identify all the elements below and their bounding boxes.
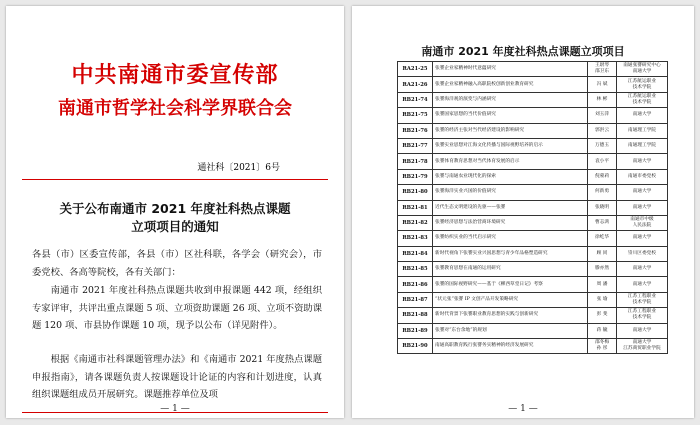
project-number: RB21-75 [398, 108, 433, 123]
table-row [398, 231, 668, 246]
project-name: 张謇的经济主张对当代经济建设的影响研究 [433, 123, 588, 138]
project-name: 张謇纺织实业的当代启示研究 [433, 231, 588, 246]
project-unit: 南通市委党校 [617, 169, 668, 184]
project-leader: 万德玉 [588, 138, 617, 153]
project-number: RB21-88 [398, 308, 433, 323]
project-name: 张謇企业家精神时代意蕴研究 [433, 62, 588, 77]
table-row [398, 200, 668, 215]
project-number: RB21-79 [398, 169, 433, 184]
project-leader: 张晓明 [588, 200, 617, 215]
table-row [398, 215, 668, 230]
project-number: RB21-86 [398, 277, 433, 292]
project-number: RB21-77 [398, 138, 433, 153]
project-unit: 南通大学 [617, 262, 668, 277]
project-leader: 林 彬 [588, 92, 617, 107]
project-leader: 何新勇 [588, 185, 617, 200]
project-leader: 张 瑜 [588, 292, 617, 307]
project-name: 张謇经济思想与法治营商环境研究 [433, 215, 588, 230]
project-number: RA21-25 [398, 62, 433, 77]
project-number: RB21-78 [398, 154, 433, 169]
project-leader: 徐屹华 [588, 231, 617, 246]
project-number: RB21-85 [398, 262, 433, 277]
project-leader: 顾 同 [588, 246, 617, 261]
project-name: 新时代视角下张謇实业兴国思想与青少年品格塑造研究 [433, 246, 588, 261]
table-row [398, 62, 668, 77]
issuer-header-line2: 南通市哲学社会科学界联合会 [58, 98, 292, 119]
project-number: RB21-74 [398, 92, 433, 107]
project-name: 张謇企业家精神融入高职院校创新创业教育研究 [433, 77, 588, 92]
project-leader: 蒋 毓 [588, 323, 617, 338]
project-name: 近代生态文明建设的先驱——张謇 [433, 200, 588, 215]
project-number: RB21-89 [398, 323, 433, 338]
project-unit: 南通市中级 人民法院 [617, 215, 668, 230]
project-leader: 刘玉萍 [588, 108, 617, 123]
table-row [398, 154, 668, 169]
notice-page [6, 6, 344, 418]
table-row [398, 169, 668, 184]
project-name: “状元张”张謇 IP 文创产品开发策略研究 [433, 292, 588, 307]
table-row [398, 77, 668, 92]
project-leader: 彭 斐 [588, 308, 617, 323]
project-name: 新时代背景下张謇职业教育思想的实践与创新研究 [433, 308, 588, 323]
project-leader: 王尉琴 邵卫东 [588, 62, 617, 77]
project-name: 张謇国家思想的当代价值研究 [433, 108, 588, 123]
project-name: 张謇海洋实业兴国的价值研究 [433, 185, 588, 200]
project-number: RB21-87 [398, 292, 433, 307]
table-row [398, 323, 668, 338]
project-number: RB21-76 [398, 123, 433, 138]
table-row [398, 262, 668, 277]
project-list-page [352, 6, 694, 418]
project-leader: 袁小平 [588, 154, 617, 169]
project-number: RA21-26 [398, 77, 433, 92]
project-name: 张謇海洋观的演变与内涵研究 [433, 92, 588, 107]
project-number: RB21-82 [398, 215, 433, 230]
table-row [398, 108, 668, 123]
project-name: 张謇对“东台余地”的规划 [433, 323, 588, 338]
project-unit: 南通大学 [617, 277, 668, 292]
page-number-right: — 1 — [508, 404, 538, 414]
table-row [398, 339, 668, 354]
project-unit: 江苏航运职业 技术学院 [617, 77, 668, 92]
project-unit: 南通张謇研究中心 南通大学 [617, 62, 668, 77]
table-row [398, 123, 668, 138]
project-number: RB21-84 [398, 246, 433, 261]
project-unit: 南通大学 [617, 185, 668, 200]
project-leader: 冯 斌 [588, 77, 617, 92]
project-name: 张謇与南通农业现代化的探索 [433, 169, 588, 184]
project-unit: 南通理工学院 [617, 138, 668, 153]
project-leader: 周 潘 [588, 277, 617, 292]
project-name: 张謇体育教育思想对当代体育发展的启示 [433, 154, 588, 169]
project-unit: 南通大学 [617, 323, 668, 338]
project-leader: 滕亦然 [588, 262, 617, 277]
notice-title-line2: 立项项目的通知 [131, 219, 219, 234]
project-number: RB21-80 [398, 185, 433, 200]
project-unit: 南通大学 江苏商贸职业学院 [617, 339, 668, 354]
project-name: 张謇教育思想在南通的运用研究 [433, 262, 588, 277]
project-unit: 南通理工学院 [617, 123, 668, 138]
salutation: 各县（市）区委宣传部，各县（市）区社科联，各学会（研究会），市委党校、各高等院校，各有关部门： [32, 249, 322, 278]
table-row [398, 246, 668, 261]
project-name: 张謇实业思想对江海文化传播与国际视野培养的启示 [433, 138, 588, 153]
table-row [398, 308, 668, 323]
project-number: RB21-90 [398, 339, 433, 354]
project-unit: 崇川区委党校 [617, 246, 668, 261]
project-unit: 南通大学 [617, 154, 668, 169]
project-unit: 江苏工程职业 技术学院 [617, 308, 668, 323]
table-row [398, 92, 668, 107]
project-table [397, 61, 668, 354]
project-name: 张謇的国际视野研究——基于《柳西草堂日记》考察 [433, 277, 588, 292]
red-divider-top [22, 179, 328, 180]
project-unit: 江苏航运职业 技术学院 [617, 92, 668, 107]
project-leader: 邵冬梅 孙 彤 [588, 339, 617, 354]
table-row [398, 292, 668, 307]
project-unit: 南通大学 [617, 108, 668, 123]
paragraph-1: 南通市 2021 年度社科热点课题共收到申报课题 442 项，经组织专家评审，共评出重点课题 5 项、立项资助课题 26 项、立项不资助课题 120 项、市县协作课题 10 项，现予以公布（详见附件）。 [32, 285, 322, 331]
project-number: RB21-83 [398, 231, 433, 246]
table-row [398, 277, 668, 292]
paragraph-2: 根据《南通市社科课题管理办法》和《南通市 2021 年度热点课题申报指南》，请各课题负责人按课题设计论证的内容和计划进度，认真组织课题组成员开展研究。课题推荐单位及项 [32, 354, 322, 400]
page-number: — 1 — [160, 404, 190, 414]
notice-title-line1: 关于公布南通市 2021 年度社科热点课题 [59, 201, 291, 216]
project-leader: 曹志鸿 [588, 215, 617, 230]
project-leader: 郭洪云 [588, 123, 617, 138]
project-unit: 江苏工程职业 技术学院 [617, 292, 668, 307]
project-unit: 南通大学 [617, 200, 668, 215]
document-number: 通社科〔2021〕6号 [197, 163, 280, 173]
red-divider-bottom [22, 412, 328, 413]
table-row [398, 185, 668, 200]
project-name: 南通高职教育践行张謇务实精神的经济发展研究 [433, 339, 588, 354]
table-row [398, 138, 668, 153]
project-number: RB21-81 [398, 200, 433, 215]
project-leader: 倪蒙莉 [588, 169, 617, 184]
table-title: 南通市 2021 年度社科热点课题立项项目 [421, 45, 625, 58]
issuer-header-line1: 中共南通市委宣传部 [71, 63, 279, 88]
project-unit: 南通大学 [617, 231, 668, 246]
